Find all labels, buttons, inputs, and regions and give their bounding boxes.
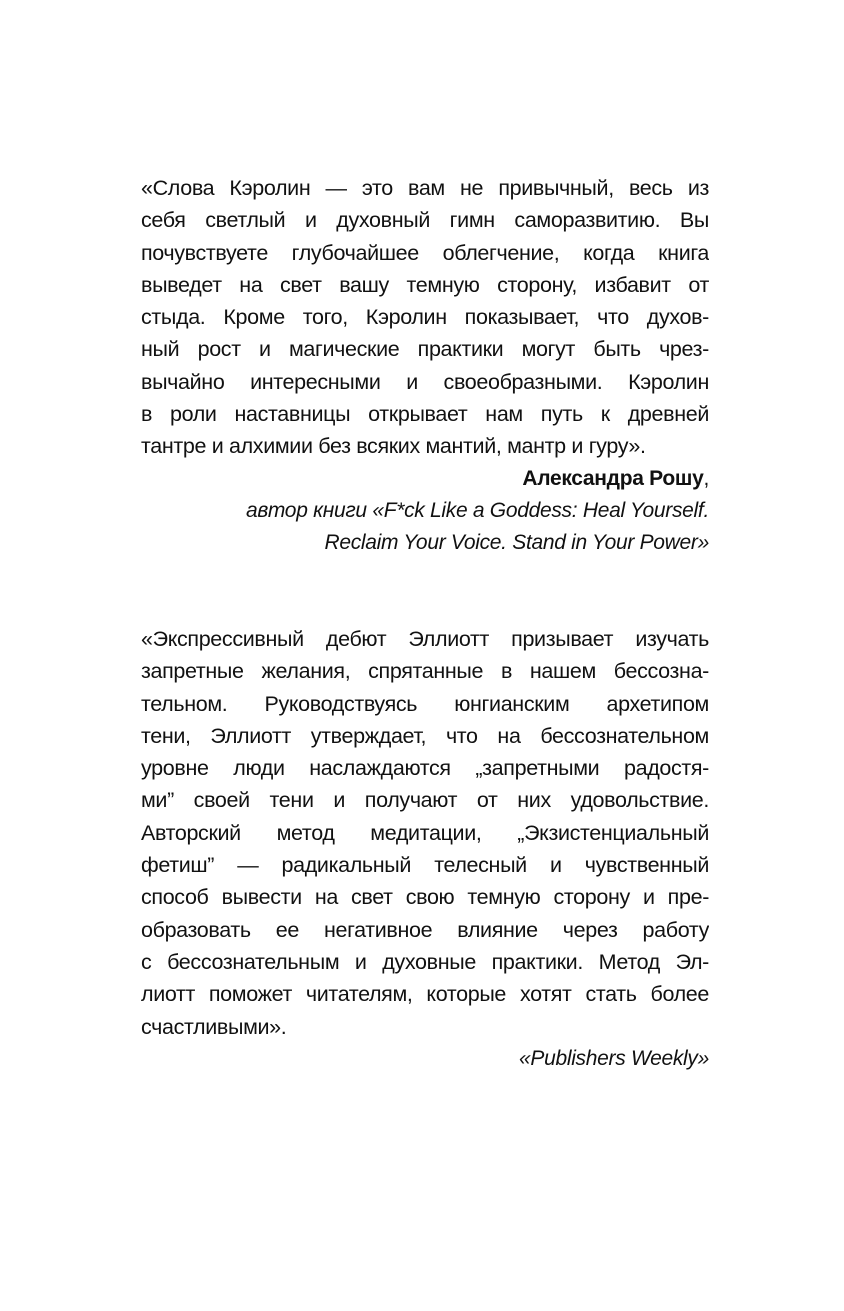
quote-line: себя светлый и духовный гимн саморазвитию. Вы bbox=[141, 208, 709, 233]
quote-line: образовать ее негативное влияние через работу bbox=[141, 917, 709, 942]
quote-line: «Слова Кэролин — это вам не привычный, весь из bbox=[141, 176, 709, 200]
review-quote-2-text bbox=[141, 623, 709, 1043]
quote-line: ми” своей тени и получают от них удовольствие. bbox=[141, 788, 709, 813]
quote-line: в роли наставницы открывает нам путь к древней bbox=[141, 402, 709, 427]
quote-line: стыда. Кроме того, Кэролин показывает, что духов- bbox=[141, 305, 709, 330]
review-1-source-line-1: автор книги «F*ck Like a Goddess: Heal Yourself. bbox=[246, 498, 709, 522]
author-name: Александра Рошу bbox=[522, 466, 704, 490]
quote-line: тени, Эллиотт утверждает, что на бессознательном bbox=[141, 723, 709, 748]
quote-line: ный рост и магические практики могут быть чрез- bbox=[141, 337, 709, 362]
quote-line: способ вывести на свет свою темную сторону и пре- bbox=[141, 885, 709, 910]
review-quote-1 bbox=[141, 172, 709, 560]
review-1-author bbox=[141, 463, 709, 495]
quote-line: лиотт поможет читателям, которые хотят стать более bbox=[141, 982, 709, 1007]
quote-line: почувствуете глубочайшее облегчение, когда книга bbox=[141, 240, 709, 265]
quote-line: с бессознательным и духовные практики. Метод Эл- bbox=[141, 949, 709, 974]
quote-line: выведет на свет вашу темную сторону, избавит от bbox=[141, 272, 709, 297]
quote-line: счастливыми». bbox=[141, 1014, 287, 1039]
quote-line: тантре и алхимии без всяких мантий, мантр и гуру». bbox=[141, 434, 646, 459]
quote-line: тельном. Руководствуясь юнгианским архетипом bbox=[141, 691, 709, 716]
review-quote-2 bbox=[141, 623, 709, 1075]
review-1-source-line-2: Reclaim Your Voice. Stand in Your Power» bbox=[324, 531, 709, 555]
quote-line: Авторский метод медитации, „Экзистенциальный bbox=[141, 820, 709, 845]
quote-line: запретные желания, спрятанные в нашем бессозна- bbox=[141, 659, 709, 684]
quote-line: вычайно интересными и своеобразными. Кэролин bbox=[141, 369, 709, 394]
quote-line: фетиш” — радикальный телесный и чувственный bbox=[141, 853, 709, 878]
quote-line: уровне люди наслаждаются „запретными радостя- bbox=[141, 756, 709, 781]
review-quote-1-text bbox=[141, 172, 709, 463]
review-2-source: «Publishers Weekly» bbox=[518, 1046, 709, 1070]
quote-line: «Экспрессивный дебют Эллиотт призывает изучать bbox=[141, 627, 709, 651]
author-comma: , bbox=[703, 466, 709, 490]
